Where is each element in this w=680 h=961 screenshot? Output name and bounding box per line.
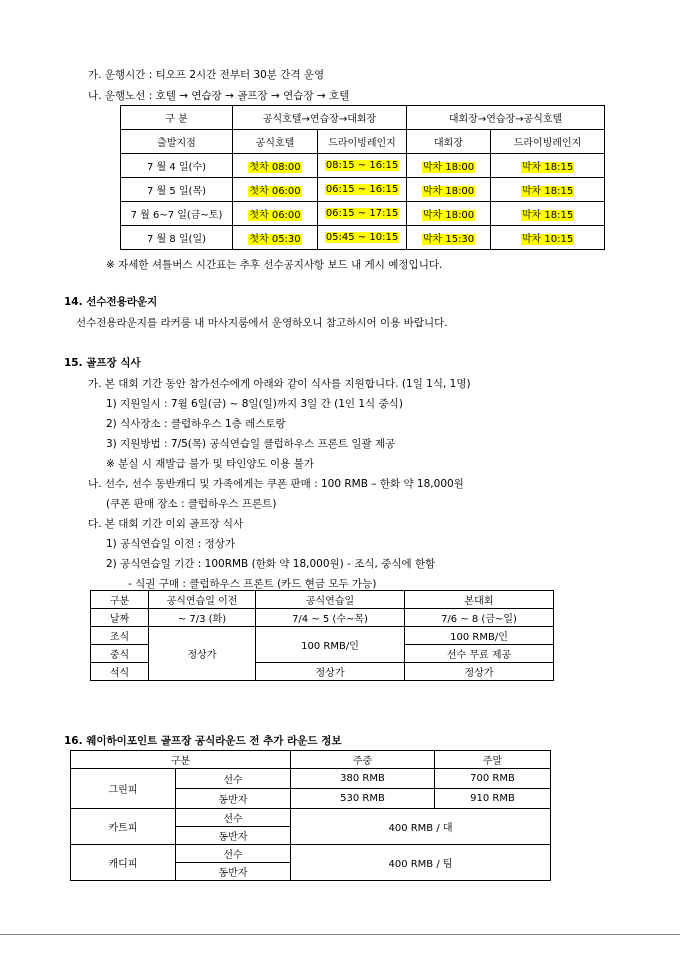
shuttle-subheader: 공식호텔 [233,130,318,154]
shuttle-time: 첫차 06:00 [249,210,301,221]
meal-header: 공식연습일 이전 [149,591,256,609]
shuttle-row [121,154,605,178]
shuttle-table [120,105,605,250]
shuttle-time: 06:15 ~ 16:15 [325,184,399,195]
meal-dinner: 석식 [91,663,149,681]
shuttle-time: 막차 18:15 [521,186,574,197]
shuttle-subheader: 드라이빙레인지 [318,130,407,154]
meal-item: 1) 지원일시 : 7월 6일(금) ~ 8일(일)까지 3일 간 (1인 1식 중식) [106,398,403,410]
shuttle-row [121,202,605,226]
shuttle-time: 첫차 06:00 [249,186,301,197]
meal-dinner-main: 정상가 [405,663,554,681]
meal-header: 본대회 [405,591,554,609]
meal-main-breakfast: 100 RMB/인 [405,627,554,645]
meal-support: 가. 본 대회 기간 동안 참가선수에게 아래와 같이 식사를 지원합니다. (1일 1식, 1명) [88,378,471,390]
green-player-weekday: 380 RMB [291,769,435,789]
meal-date: ~ 7/3 (화) [149,609,256,627]
meal-date: 7/6 ~ 8 (금~일) [405,609,554,627]
companion-label: 동반자 [176,827,291,845]
other-meal-item: 1) 공식연습일 이전 : 정상가 [106,538,236,550]
shuttle-time: 첫차 05:30 [249,234,301,245]
caddie-price: 400 RMB / 팀 [291,845,551,881]
caddie-fee-label: 캐디피 [71,845,176,881]
shuttle-header-outbound: 공식호텔→연습장→대회장 [233,106,407,130]
shuttle-header-return: 대회장→연습장→공식호텔 [407,106,605,130]
section-16-title: 16. 웨이하이포인트 골프장 공식라운드 전 추가 라운드 정보 [64,735,342,747]
shuttle-hours: 가. 운행시간 : 티오프 2시간 전부터 30분 간격 운영 [88,69,325,81]
player-label: 선수 [176,845,291,863]
green-fee-label: 그린피 [71,769,176,809]
shuttle-header-category: 구 분 [121,106,233,130]
meal-breakfast: 조식 [91,627,149,645]
other-meals: 다. 본 대회 기간 이외 골프장 식사 [88,518,244,530]
footer-divider [0,934,680,935]
shuttle-route: 나. 운행노선 : 호텔 → 연습장 → 골프장 → 연습장 → 호텔 [88,90,350,102]
round-table [70,750,551,881]
meal-header: 구분 [91,591,149,609]
round-header: 주중 [291,751,435,769]
shuttle-time: 08:15 ~ 16:15 [325,160,399,171]
cart-fee-label: 카트피 [71,809,176,845]
shuttle-time: 06:15 ~ 17:15 [325,208,399,219]
round-header: 구분 [71,751,291,769]
meal-item: 2) 식사장소 : 클럽하우스 1층 레스토랑 [106,418,286,430]
shuttle-note: ※ 자세한 셔틀버스 시간표는 추후 선수공지사항 보드 내 게시 예정입니다. [106,259,443,271]
meal-date-label: 날짜 [91,609,149,627]
shuttle-time: 막차 18:00 [422,210,475,221]
coupon-sale: 나. 선수, 선수 동반캐디 및 가족에게는 쿠폰 판매 : 100 RMB – 한화 약 18,000원 [88,478,464,490]
meal-dinner-practice: 정상가 [256,663,405,681]
shuttle-row [121,178,605,202]
player-label: 선수 [176,769,291,789]
meal-header: 공식연습일 [256,591,405,609]
shuttle-time: 05:45 ~ 10:15 [325,232,399,243]
green-companion-weekday: 530 RMB [291,789,435,809]
shuttle-time: 막차 10:15 [521,234,574,245]
shuttle-time: 막차 15:30 [422,234,475,245]
meal-main-lunch: 선수 무료 제공 [405,645,554,663]
other-meal-item: 2) 공식연습일 기간 : 100RMB (한화 약 18,000원) - 조식, 중식에 한함 [106,558,436,570]
shuttle-time: 첫차 08:00 [249,162,301,173]
shuttle-date: 7 월 5 일(목) [121,178,233,202]
shuttle-date: 7 월 6~7 일(금~토) [121,202,233,226]
round-header: 주말 [435,751,551,769]
section-15-title: 15. 골프장 식사 [64,357,141,369]
meal-lunch: 중식 [91,645,149,663]
player-label: 선수 [176,809,291,827]
meal-date: 7/4 ~ 5 (수~목) [256,609,405,627]
companion-label: 동반자 [176,863,291,881]
cart-price: 400 RMB / 대 [291,809,551,845]
meal-item: 3) 지원방법 : 7/5(목) 공식연습일 클럽하우스 프론트 일괄 제공 [106,438,396,450]
meal-practice-price: 100 RMB/인 [256,627,405,663]
shuttle-subheader: 출발지점 [121,130,233,154]
shuttle-time: 막차 18:00 [422,162,475,173]
green-companion-weekend: 910 RMB [435,789,551,809]
shuttle-time: 막차 18:15 [521,162,574,173]
meal-table [90,590,554,681]
meal-normal-price: 정상가 [149,627,256,681]
shuttle-row [121,226,605,250]
coupon-location: (쿠폰 판매 장소 : 클럽하우스 프론트) [106,498,277,510]
shuttle-time: 막차 18:00 [422,186,475,197]
shuttle-subheader: 드라이빙레인지 [491,130,605,154]
section-14-title: 14. 선수전용라운지 [64,296,158,308]
lounge-text: 선수전용라운지를 라커룸 내 마사지룸에서 운영하오니 참고하시어 이용 바랍니다. [76,317,448,329]
ticket-purchase: - 식권 구매 : 클럽하우스 프론트 (카드 현금 모두 가능) [128,578,377,590]
shuttle-date: 7 월 8 일(일) [121,226,233,250]
shuttle-subheader: 대회장 [407,130,491,154]
companion-label: 동반자 [176,789,291,809]
shuttle-date: 7 월 4 일(수) [121,154,233,178]
meal-note: ※ 분실 시 재발급 불가 및 타인양도 이용 불가 [106,458,314,470]
green-player-weekend: 700 RMB [435,769,551,789]
shuttle-time: 막차 18:15 [521,210,574,221]
